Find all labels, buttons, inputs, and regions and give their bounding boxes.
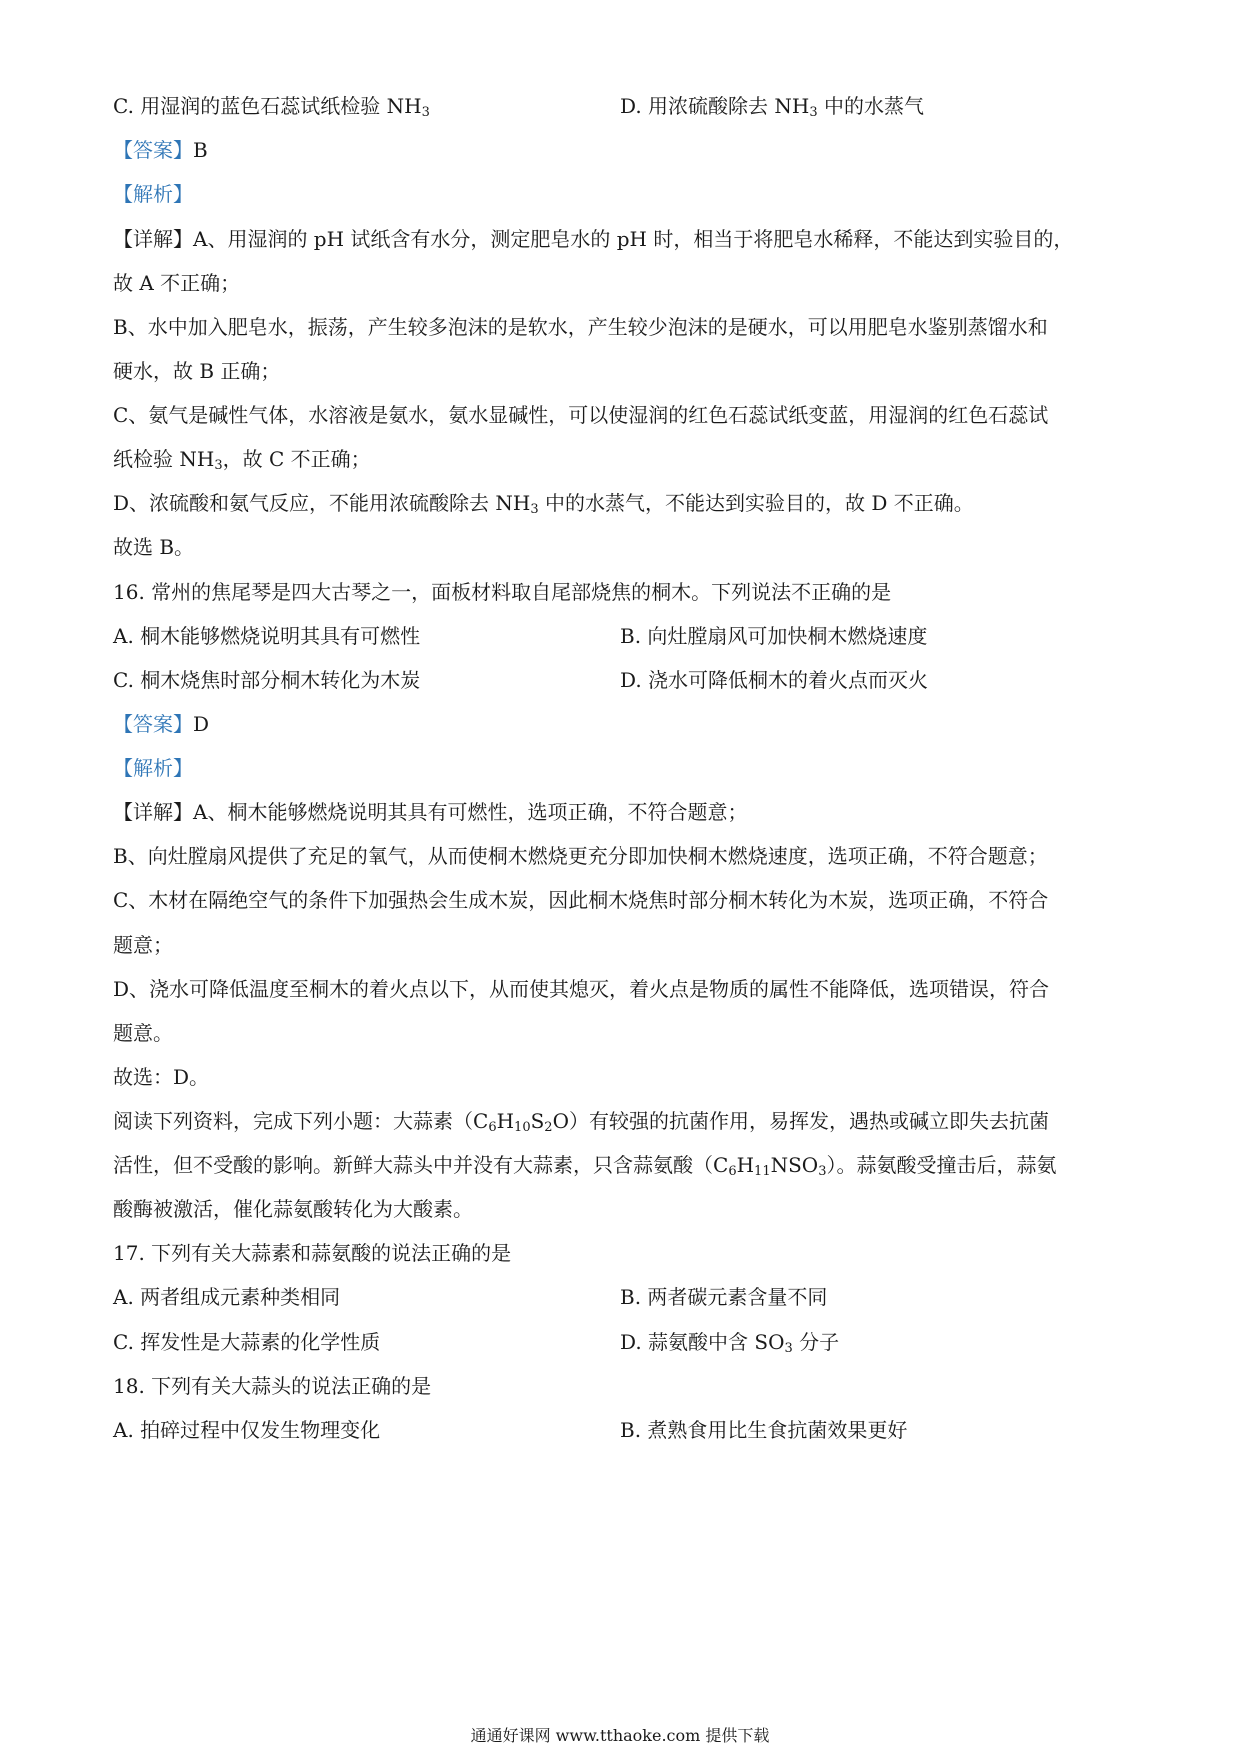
q16-option-c: C. 桐木烧焦时部分桐木转化为木炭 [113, 668, 421, 692]
q15-detail-5: C、氨气是碱性气体，水溶液是氨水，氨水显碱性，可以使湿润的红色石蕊试纸变蓝，用湿润的红色石蕊试 [113, 403, 1049, 427]
q15-detail-7: D、浓硫酸和氨气反应，不能用浓硫酸除去 $NH_3$ 中的水蒸气，不能达到实验目的，故 D 不正确。 [113, 491, 974, 517]
q17-option-d: D. 蒜氨酸中含 $SO_3$ 分子 [620, 1330, 840, 1356]
q15-option-d: D. 用浓硫酸除去 $NH_3$ 中的水蒸气 [620, 94, 924, 120]
q16-analysis-tag: 【解析】 [113, 756, 193, 780]
q16-stem: 16. 常州的焦尾琴是四大古琴之一，面板材料取自尾部烧焦的桐木。下列说法不正确的是 [113, 580, 892, 604]
q18-option-a: A. 拍碎过程中仅发生物理变化 [113, 1418, 381, 1442]
q17-option-c: C. 挥发性是大蒜素的化学性质 [113, 1330, 381, 1354]
q16-answer: 【答案】D [113, 712, 210, 736]
answer-tag: 【答案】 [113, 712, 193, 736]
reading-line-2: 活性，但不受酸的影响。新鲜大蒜头中并没有大蒜素，只含蒜氨酸$(C_6H_{11}NSO_3)$。蒜氨酸受撞击后，蒜氨 [113, 1153, 1057, 1179]
q18-option-b: B. 煮熟食用比生食抗菌效果更好 [620, 1418, 908, 1442]
q16-detail-2: B、向灶膛扇风提供了充足的氧气，从而使桐木燃烧更充分即加快桐木燃烧速度，选项正确，不符合题意； [113, 844, 1048, 868]
reading-line-3: 酸酶被激活，催化蒜氨酸转化为大酸素。 [113, 1197, 473, 1221]
q15-detail-4: 硬水，故 B 正确； [113, 359, 281, 383]
q15-conclusion: 故选 B。 [113, 535, 195, 559]
q15-detail-6: 纸检验 $NH_3$，故 C 不正确； [113, 447, 371, 473]
footer-watermark: 通通好课网 www.tthaoke.com 提供下载 [470, 1726, 770, 1745]
q16-detail-3: C、木材在隔绝空气的条件下加强热会生成木炭，因此桐木烧焦时部分桐木转化为木炭，选项正确，不符合 [113, 888, 1049, 912]
q16-detail-4: 题意； [113, 933, 173, 957]
q17-option-a: A. 两者组成元素种类相同 [113, 1285, 341, 1309]
q16-detail-5: D、浇水可降低温度至桐木的着火点以下，从而使其熄灭，着火点是物质的属性不能降低，选项错误，符合 [113, 977, 1050, 1001]
q15-answer: 【答案】B [113, 138, 208, 162]
q15-option-c: C. 用湿润的蓝色石蕊试纸检验 $NH_3$ [113, 94, 430, 120]
q15-detail-3: B、水中加入肥皂水，振荡，产生较多泡沫的是软水，产生较少泡沫的是硬水，可以用肥皂水鉴别蒸馏水和 [113, 315, 1048, 339]
q15-detail-2: 故 A 不正确； [113, 271, 241, 295]
q17-option-b: B. 两者碳元素含量不同 [620, 1285, 828, 1309]
q16-conclusion: 故选：D。 [113, 1065, 210, 1089]
q16-detail-6: 题意。 [113, 1021, 173, 1045]
q15-detail-1: 【详解】A、用湿润的 pH 试纸含有水分，测定肥皂水的 pH 时，相当于将肥皂水稀释，不能达到实验目的， [113, 227, 1074, 251]
q16-option-d: D. 浇水可降低桐木的着火点而灭火 [620, 668, 929, 692]
reading-line-1: 阅读下列资料，完成下列小题：大蒜素$(C_6H_{10}S_2O)$有较强的抗菌作用，易挥发，遇热或碱立即失去抗菌 [113, 1109, 1049, 1135]
q18-stem: 18. 下列有关大蒜头的说法正确的是 [113, 1374, 432, 1398]
answer-tag: 【答案】 [113, 138, 193, 162]
q16-option-b: B. 向灶膛扇风可加快桐木燃烧速度 [620, 624, 928, 648]
q15-analysis-tag: 【解析】 [113, 182, 193, 206]
q16-option-a: A. 桐木能够燃烧说明其具有可燃性 [113, 624, 421, 648]
q16-detail-1: 【详解】A、桐木能够燃烧说明其具有可燃性，选项正确，不符合题意； [113, 800, 748, 824]
q17-stem: 17. 下列有关大蒜素和蒜氨酸的说法正确的是 [113, 1241, 512, 1265]
